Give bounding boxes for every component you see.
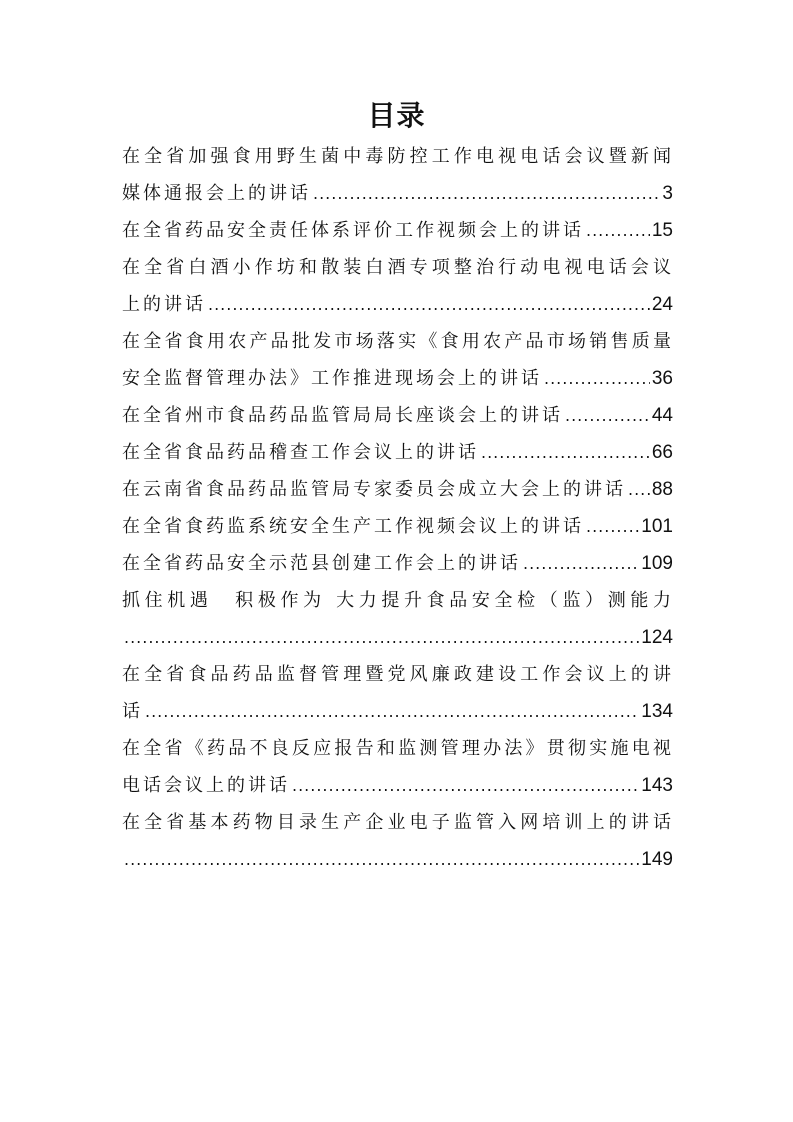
dot-leader [292,767,639,804]
toc-entry[interactable] [122,249,673,323]
toc-entry-title-line: 在全省白酒小作坊和散装白酒专项整治行动电视电话会议 [122,257,673,278]
toc-entry-page-number: 66 [651,442,673,463]
toc-entry-page-number: 109 [641,553,673,574]
toc-entry-page-number: 36 [651,368,673,389]
toc-entry-title: 安全监督管理办法》工作推进现场会上的讲话 [122,368,542,389]
toc-entry-title: 在云南省食品药品监管局专家委员会成立大会上的讲话 [122,479,626,500]
toc-entry-title: 媒体通报会上的讲话 [122,183,311,204]
toc-entry[interactable] [122,730,673,804]
toc-entry-page-number: 149 [641,849,673,870]
toc-entry-page-number: 134 [641,701,673,722]
dot-leader [145,693,639,730]
page-title: 目录 [367,99,426,132]
dot-leader [523,545,639,582]
dot-leader [628,471,650,508]
toc-entry-page-number: 143 [641,775,673,796]
dot-leader [208,286,650,323]
toc-entry-page-number: 3 [662,183,673,204]
toc-entry[interactable] [122,582,673,656]
dot-leader [544,360,650,397]
toc-entry-page-number: 15 [651,220,673,241]
toc-entry-title: 在全省食品药品稽查工作会议上的讲话 [122,442,479,463]
toc-entry[interactable] [122,212,673,249]
toc-entry-page-number: 44 [651,405,673,426]
toc-entry-page-number: 88 [651,479,673,500]
toc-entry-title-line: 在全省食品药品监督管理暨党风廉政建设工作会议上的讲 [122,664,673,685]
toc-entry-title-line: 抓住机遇 积极作为 大力提升食品安全检（监）测能力 [122,590,673,611]
dot-leader [124,841,639,878]
toc-entry-page-number: 124 [641,627,673,648]
toc-entry-title-line: 在全省加强食用野生菌中毒防控工作电视电话会议暨新闻 [122,146,673,167]
table-of-contents [122,138,673,878]
dot-leader [565,397,650,434]
toc-entry[interactable] [122,471,673,508]
toc-entry-title: 在全省药品安全示范县创建工作会上的讲话 [122,553,521,574]
toc-entry-title-line: 在全省食用农产品批发市场落实《食用农产品市场销售质量 [122,331,673,352]
toc-entry-title: 话 [122,701,143,722]
toc-entry[interactable] [122,656,673,730]
toc-entry[interactable] [122,545,673,582]
toc-entry-title: 在全省州市食品药品监管局局长座谈会上的讲话 [122,405,563,426]
toc-entry-page-number: 101 [641,516,673,537]
toc-entry[interactable] [122,138,673,212]
dot-leader [586,508,639,545]
toc-entry[interactable] [122,397,673,434]
toc-entry-title: 在全省食药监系统安全生产工作视频会议上的讲话 [122,516,584,537]
toc-entry-title: 电话会议上的讲话 [122,775,290,796]
toc-entry-title-line: 在全省基本药物目录生产企业电子监管入网培训上的讲话 [122,812,673,833]
dot-leader [313,175,660,212]
toc-entry[interactable] [122,804,673,878]
dot-leader [586,212,650,249]
toc-entry-title: 在全省药品安全责任体系评价工作视频会上的讲话 [122,220,584,241]
toc-entry[interactable] [122,434,673,471]
dot-leader [124,619,639,656]
toc-entry[interactable] [122,323,673,397]
dot-leader [481,434,650,471]
toc-entry-title-line: 在全省《药品不良反应报告和监测管理办法》贯彻实施电视 [122,738,673,759]
toc-entry-page-number: 24 [651,294,673,315]
toc-entry[interactable] [122,508,673,545]
toc-entry-title: 上的讲话 [122,294,206,315]
